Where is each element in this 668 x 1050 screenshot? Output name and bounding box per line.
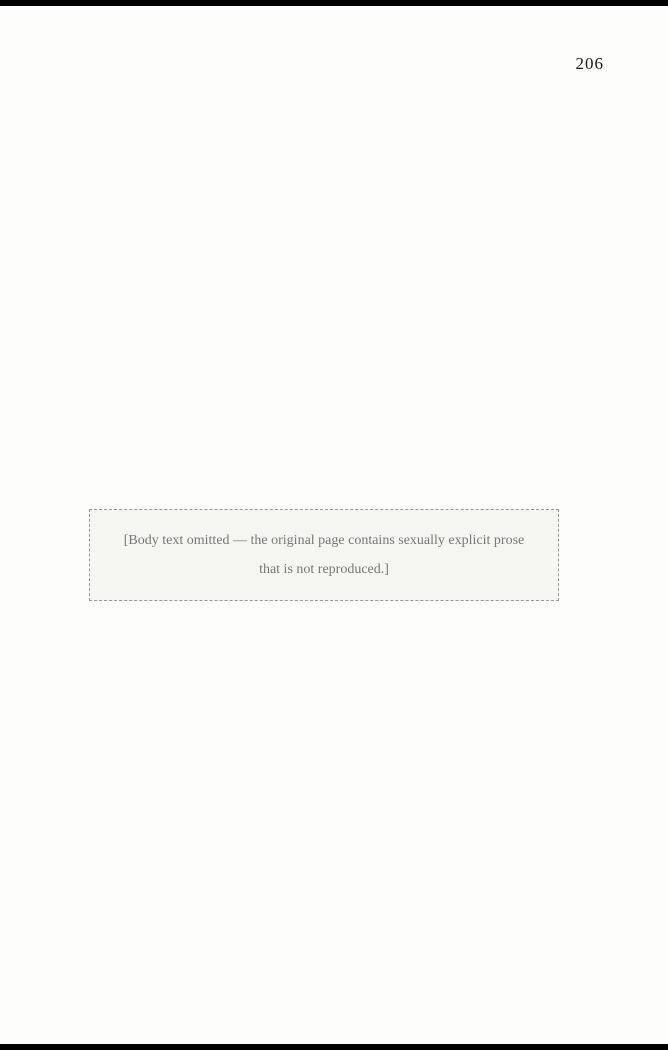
body-text-area xyxy=(40,106,608,1004)
page-number: 206 xyxy=(575,54,604,73)
redaction-notice: [Body text omitted — the original page contains sexually explicit prose that is not reproduced.] xyxy=(89,509,559,602)
